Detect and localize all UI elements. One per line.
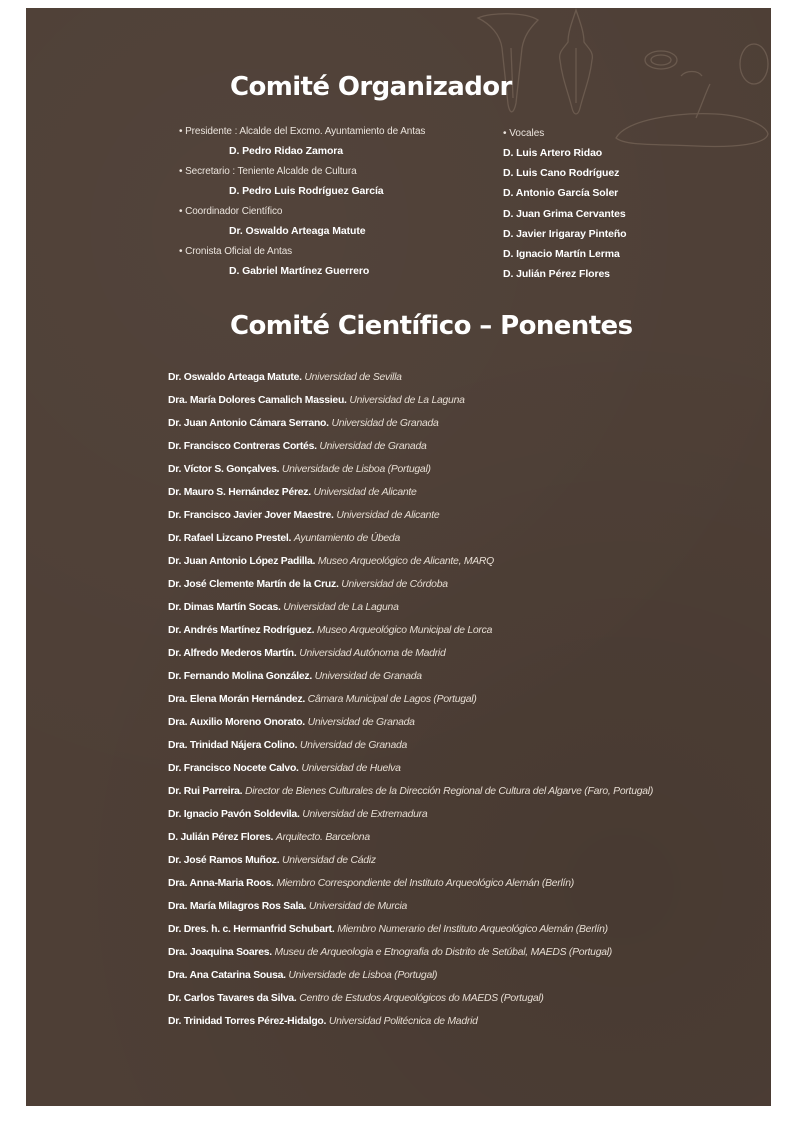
speaker-affiliation: Universidad de Huelva [301,763,401,774]
role-holder: Dr. Oswaldo Arteaga Matute [229,225,366,237]
speaker-affiliation: Universidad de Granada [319,441,427,452]
speaker-entry [168,416,768,439]
speaker-name: Dr. Rui Parreira. [168,786,243,797]
speaker-entry [168,945,768,968]
vocales-list [503,127,626,288]
speaker-affiliation: Ayuntamiento de Úbeda [293,533,400,544]
program-page [26,8,771,1106]
vocal-member: D. Javier Irigaray Pinteño [503,227,627,240]
speaker-entry [168,784,768,807]
speaker-name: Dr. Víctor S. Gonçalves. [168,464,280,475]
speaker-affiliation: Universidad de Extremadura [302,809,428,820]
speaker-name: Dr. Dimas Martín Socas. [168,602,281,613]
speaker-affiliation: Universidade de Lisboa (Portugal) [281,464,431,475]
speaker-name: D. Julián Pérez Flores. [168,832,274,843]
speaker-affiliation: Universidad de La Laguna [283,602,399,613]
speaker-affiliation: Universidad Politécnica de Madrid [328,1016,478,1027]
speaker-entry [168,623,768,646]
speaker-name: Dr. Juan Antonio Cámara Serrano. [168,418,329,429]
speaker-name: Dr. Rafael Lizcano Prestel. [168,533,292,544]
speaker-entry [168,508,768,531]
speaker-affiliation: Universidad de Sevilla [304,372,402,383]
speaker-entry [168,600,768,623]
speaker-name: Dra. María Dolores Camalich Massieu. [168,395,347,406]
speaker-entry [168,968,768,991]
speaker-name: Dra. Trinidad Nájera Colino. [168,740,298,751]
speaker-name: Dra. Ana Catarina Sousa. [168,970,286,981]
speaker-name: Dr. Francisco Nocete Calvo. [168,763,299,774]
speaker-affiliation: Museu de Arqueologia e Etnografia do Distrito de Setúbal, MAEDS (Portugal) [274,947,613,958]
speaker-affiliation: Universidade de Lisboa (Portugal) [288,970,438,981]
role-label: • Cronista Oficial de Antas [179,246,293,257]
speaker-entry [168,853,768,876]
speaker-entry [168,830,768,853]
organizing-committee-roles [179,125,425,285]
speaker-entry [168,1014,768,1037]
speaker-affiliation: Miembro Numerario del Instituto Arqueológico Alemán (Berlín) [337,924,608,935]
speaker-name: Dr. Dres. h. c. Hermanfrid Schubart. [168,924,335,935]
speaker-name: Dr. Alfredo Mederos Martín. [168,648,297,659]
speaker-affiliation: Câmara Municipal de Lagos (Portugal) [307,694,477,705]
speaker-affiliation: Universidad de Alicante [336,510,440,521]
speaker-affiliation: Arquitecto. Barcelona [275,832,370,843]
speaker-affiliation: Museo Arqueológico de Alicante, MARQ [317,556,495,567]
vocal-member: D. Luis Artero Ridao [503,147,603,159]
speaker-name: Dr. Ignacio Pavón Soldevila. [168,809,300,820]
speaker-affiliation: Centro de Estudos Arqueológicos do MAEDS (Portugal) [299,993,544,1004]
speaker-entry [168,738,768,761]
speaker-name: Dra. Anna-Maria Roos. [168,878,274,889]
speaker-name: Dra. Auxilio Moreno Onorato. [168,717,305,728]
speaker-affiliation: Universidad de La Laguna [349,395,465,406]
vocal-member: D. Luis Cano Rodríguez [503,167,620,180]
speaker-entry [168,462,768,485]
speaker-affiliation: Universidad de Alicante [313,487,417,498]
speaker-entry [168,646,768,669]
speaker-affiliation: Universidad de Murcia [308,901,408,912]
role-label: • Secretario : Teniente Alcalde de Cultura [179,166,357,177]
speaker-entry [168,807,768,830]
role-holder: D. Pedro Ridao Zamora [229,145,344,157]
scientific-committee-title: Comité Científico – Ponentes [230,311,633,341]
speaker-name: Dra. Joaquina Soares. [168,947,272,958]
speaker-affiliation: Universidad de Granada [307,717,415,728]
vocal-member: D. Julián Pérez Flores [503,268,610,281]
speaker-entry [168,370,768,393]
speaker-name: Dr. Oswaldo Arteaga Matute. [168,372,302,383]
speaker-affiliation: Miembro Correspondiente del Instituto Arqueológico Alemán (Berlín) [276,878,574,889]
speaker-affiliation: Universidad de Cádiz [282,855,376,866]
speaker-name: Dra. María Milagros Ros Sala. [168,901,307,912]
speaker-affiliation: Universidad de Granada [314,671,422,682]
role-holder: D. Gabriel Martínez Guerrero [229,265,370,277]
speaker-name: Dr. Francisco Contreras Cortés. [168,441,317,452]
speaker-entry [168,439,768,462]
speaker-name: Dr. Fernando Molina González. [168,671,313,682]
speaker-entry [168,692,768,715]
speaker-entry [168,393,768,416]
speaker-entry [168,991,768,1014]
speaker-entry [168,577,768,600]
speaker-name: Dr. José Clemente Martín de la Cruz. [168,579,339,590]
role-holder: D. Pedro Luis Rodríguez García [229,185,384,197]
speaker-name: Dr. Andrés Martínez Rodríguez. [168,625,315,636]
speaker-entry [168,876,768,899]
speakers-list [168,370,768,1037]
speaker-affiliation: Universidad de Granada [331,418,439,429]
vocales-label: • Vocales [503,128,545,139]
speaker-affiliation: Universidad Autónoma de Madrid [299,648,446,659]
speaker-name: Dra. Elena Morán Hernández. [168,694,306,705]
speaker-name: Dr. José Ramos Muñoz. [168,855,280,866]
speaker-entry [168,531,768,554]
speaker-name: Dr. Francisco Javier Jover Maestre. [168,510,334,521]
speaker-name: Dr. Juan Antonio López Padilla. [168,556,316,567]
speaker-name: Dr. Carlos Tavares da Silva. [168,993,297,1004]
speaker-entry [168,669,768,692]
vocal-member: D. Antonio García Soler [503,187,619,200]
speaker-affiliation: Director de Bienes Culturales de la Dirección Regional de Cultura del Algarve (Faro, Portugal) [244,786,654,797]
role-label: • Coordinador Científico [179,206,283,217]
speaker-entry [168,922,768,945]
speaker-affiliation: Universidad de Córdoba [341,579,448,590]
speaker-entry [168,715,768,738]
speaker-entry [168,899,768,922]
speaker-entry [168,554,768,577]
vocal-member: D. Ignacio Martín Lerma [503,247,620,260]
speaker-name: Dr. Mauro S. Hernández Pérez. [168,487,311,498]
vocal-member: D. Juan Grima Cervantes [503,207,626,220]
speaker-affiliation: Museo Arqueológico Municipal de Lorca [316,625,493,636]
role-label: • Presidente : Alcalde del Excmo. Ayuntamiento de Antas [179,126,426,137]
speaker-entry [168,761,768,784]
speaker-entry [168,485,768,508]
speaker-affiliation: Universidad de Granada [299,740,408,751]
speaker-name: Dr. Trinidad Torres Pérez-Hidalgo. [168,1016,327,1027]
organizing-committee-title: Comité Organizador [230,72,512,102]
